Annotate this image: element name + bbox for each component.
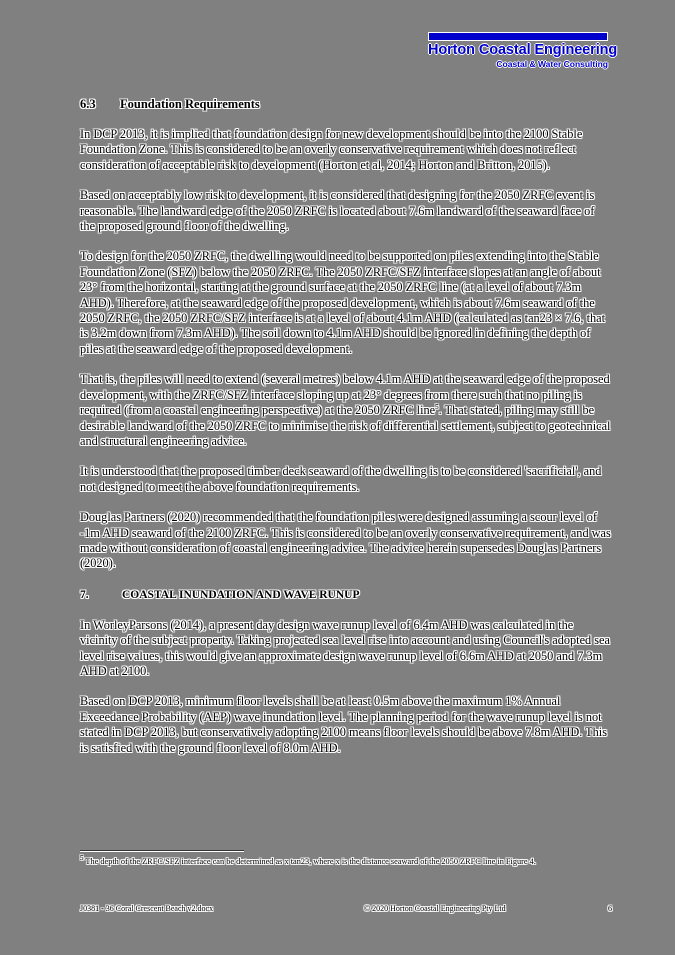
logo-subtitle: Coastal & Water Consulting: [496, 59, 608, 69]
footnote-marker: 5: [80, 854, 84, 863]
paragraph-with-footnote: [80, 372, 612, 449]
paragraph: Douglas Partners (2020) recommended that the foundation piles were designed assuming a scour level of -1m AHD seaward of the 2100 ZRFC. This is considered to be an overly conservative requirement, and was made without consideration of coastal engineering advice. The advice herein supersedes Douglas Partners (2020).: [80, 510, 611, 571]
section-number: 7.: [80, 588, 89, 601]
paragraph: In WorleyParsons (2014), a present day design wave runup level of 6.4m AHD was calculated in the vicinity of the subject property. Taking projected sea level rise into account and using Council's adopted sea level rise values, this would give an approximate design wave runup level of 6.6m AHD at 2050 and 7.3m AHD at 2100.: [80, 617, 610, 678]
section-heading-6-3: [80, 96, 612, 112]
paragraph: Based on DCP 2013, minimum floor levels shall be at least 0.5m above the maximum 1% Annual Exceedance Probability (AEP) wave inundation level. The planning period for the wave runup level is not stated in DCP 2013, but conservatively adopting 2100 means floor levels should be above 7.8m AHD. This is satisfied with the ground floor level of 8.0m AHD.: [80, 694, 607, 755]
page-number: 6: [608, 904, 612, 913]
section-title: COASTAL INUNDATION AND WAVE RUNUP: [122, 588, 360, 601]
footer-file-reference: J0381 - 36 Coral Crescent Beach v2.docx: [80, 904, 214, 913]
footnote: [80, 856, 612, 867]
logo-bar: [428, 32, 608, 41]
page-footer: [80, 903, 612, 915]
paragraph: To design for the 2050 ZRFC, the dwelling would need to be supported on piles extending into the Stable Foundation Zone (SFZ) below the 2050 ZRFC. The 2050 ZRFC/SFZ interface slopes at an angle of about 23° from the horizontal, starting at the ground surface at the 2050 ZRFC line (at a level of about 7.3m AHD). Therefore, at the seaward edge of the proposed development, which is about 7.6m seaward of the 2050 ZRFC, the 2050 ZRFC/SFZ interface is at a level of about 4.1m AHD (calculated as tan23 × 7.6, that is 3.2m down from 7.3m AHD). The soil down to 4.1m AHD should be ignored in defining the depth of piles at the seaward edge of the proposed development.: [80, 249, 606, 356]
footnote-reference[interactable]: 5: [435, 403, 439, 411]
footnote-separator: [80, 850, 244, 852]
footer-copyright: © 2020 Horton Coastal Engineering Pty Ltd: [364, 904, 506, 913]
section-title: Foundation Requirements: [120, 97, 260, 111]
document-body: [80, 96, 612, 771]
section-heading-7: [80, 587, 612, 603]
section-number: 6.3: [80, 97, 96, 111]
paragraph-text: That is, the piles will need to extend (several metres) below 4.1m AHD at the seaward edge of the proposed development, with the ZRFC/SFZ interface sloping up at 23° degrees from there such that no piling is required (from a coastal engineering perspective) at the 2050 ZRFC line: [80, 372, 610, 418]
company-logo: [428, 32, 618, 70]
paragraph-text: . That stated, piling may still be desirable landward of the 2050 ZRFC to minimise the risk of differential settlement, subject to geotechnical and structural engineering advice.: [80, 403, 611, 448]
paragraph: It is understood that the proposed timber deck seaward of the dwelling is to be considered 'sacrificial', and not designed to meet the above foundation requirements.: [80, 464, 602, 494]
paragraph: In DCP 2013, it is implied that foundation design for new development should be into the 2100 Stable Foundation Zone. This is considered to be an overly conservative requirement which does not reflect consideration of acceptable risk to development (Horton et al, 2014; Horton and Britton, 2015).: [80, 127, 583, 172]
logo-title: Horton Coastal Engineering: [428, 42, 618, 58]
paragraph: Based on acceptably low risk to development, it is considered that designing for the 2050 ZRFC event is reasonable. The landward edge of the 2050 ZRFC is located about 7.6m landward of the seaward face of the proposed ground floor of the dwelling.: [80, 188, 595, 234]
footnote-text: The depth of the ZRFC/SFZ interface can be determined as x tan23, where x is the distance seaward of the 2050 ZRFC line in Figure 4.: [83, 857, 536, 866]
